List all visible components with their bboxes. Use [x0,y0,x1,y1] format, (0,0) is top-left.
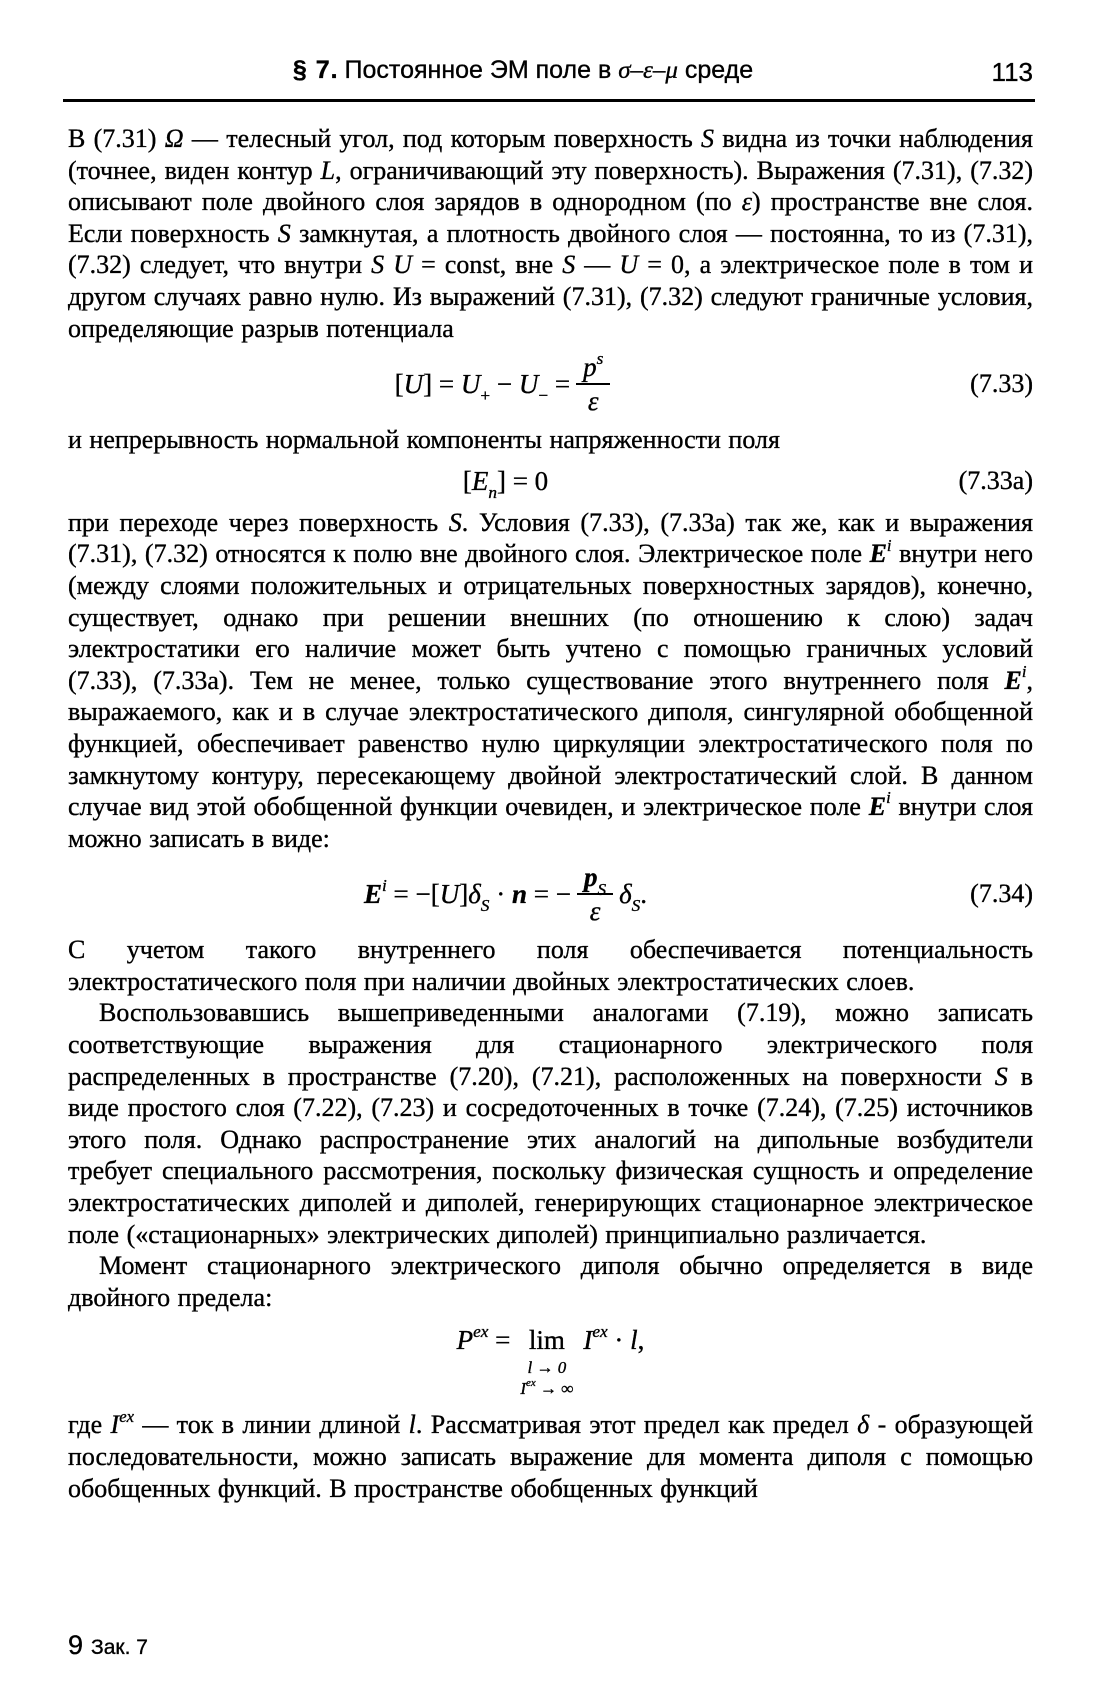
limit-condition-1: l → 0 [527,1358,567,1378]
section-title-pre: Постоянное ЭМ поле в [344,56,619,84]
section-title-post: среде [677,56,754,84]
printer-signature [68,1630,148,1661]
limit-rhs: $I^{ex} \cdot l$, [583,1322,645,1356]
formula-7-34-body [68,862,943,927]
equation-number-7-33a: (7.33а) [958,466,1033,496]
section-heading [68,56,978,85]
limit-condition-2: $I^{ex}$ → ∞ [520,1376,574,1399]
paragraph-double-layer: при переходе через поверхность S. Условия (7.33), (7.33а) так же, как и выражения (7.31), (7.32) относятся к полю вне двойного слоя. Электрическое поле $E^i$ внутри него (между слоями положительных и отрицательных поверхностных зарядов), конечно, существует, однако при решении внешних (по отношению к слою) задач электростатики его наличие может быть учтено с помощью граничных условий (7.33), (7.33а). Тем не менее, только существование этого внутреннего поля $E^i$, выражаемого, как и в случае электростатического диполя, сингулярной обобщенной функцией, обеспечивает равенство нулю циркуляции электростатического поля по замкнутому контуру, пересекающему двойной электростатический слой. В данном случае вид этой обобщенной функции очевиден, и электрическое поле $E^i$ внутри слоя можно записать в виде: [68,507,1034,853]
section-title-math: σ–ε–μ [618,57,678,84]
paragraph-solid-angle: В (7.31) Ω — телесный угол, под которым поверхность S видна из точки наблюдения (точнее, виден контур L, ограничивающий эту поверхность). Выражения (7.31), (7.32) описывают поле двойного слоя зарядов в однородном (по ε) пространстве вне слоя. Если поверхность S замкнутая, а плотность двойного слоя — постоянна, то из (7.31), (7.32) следует, что внутри S U = const, вне S — U = 0, а электрическое поле в том и другом случаях равно нулю. Из выражений (7.31), (7.32) следуют граничные условия, определяющие разрыв потенциала [68,124,1034,343]
limit-lhs: $P^{ex}$ = [456,1322,511,1356]
page-number: 113 [991,57,1033,87]
formula-7-34 [68,862,1033,927]
formula-7-34-lhs: $E^i = -[U]\delta_S \cdot n$ = − [363,875,571,916]
header-rule [63,99,1035,102]
printer-signature-label: Зак. 7 [91,1636,148,1659]
formula-7-34-rhs: $\delta_S$. [619,878,648,916]
formula-7-33-body [68,349,943,417]
fraction [576,349,610,417]
paragraph-continuity-lead: и непрерывность нормальной компоненты напряженности поля [68,425,780,455]
formula-7-33a-expression: $[E_n] = 0$ [462,465,549,503]
equation-number-7-33: (7.33) [970,369,1033,399]
formula-7-33-lhs: $[U] = U_+ - U_-$ = [394,368,571,406]
fraction [577,862,613,927]
formula-dipole-limit [68,1323,1033,1399]
formula-7-33 [68,349,1033,417]
equation-number-7-34: (7.34) [970,879,1033,909]
page-content [68,56,1033,1504]
fraction-numerator: $p_S$ [577,864,613,895]
fraction-denominator: ε [587,386,599,417]
formula-7-33a-body [68,465,943,503]
fraction-denominator: ε [589,896,601,927]
paragraph-dipole-moment: Момент стационарного электрического диполя обычно определяется в виде двойного предела: [68,1251,1033,1312]
limit-operator [520,1323,573,1399]
page-header [68,56,1033,90]
fraction-numerator: $p^s$ [576,354,610,385]
limit-word: lim [528,1325,565,1356]
paragraph-analogies: Воспользовавшись вышеприведенными аналогами (7.19), можно записать соответствующие выражения для стационарного электрического поля распределенных в пространстве (7.20), (7.21), расположенных на поверхности S в виде простого слоя (7.22), (7.23) и сосредоточенных в точке (7.24), (7.25) источников этого поля. Однако распространение этих аналогий на дипольные возбудители требует специального рассмотрения, поскольку физическая сущность и определение электростатических диполей и диполей, генерирующих стационарное электрическое поле («стационарных» электрических диполей) принципиально различается. [68,998,1033,1249]
formula-dipole-limit-body [68,1323,1033,1399]
section-number: § 7. [292,56,339,84]
paragraph-potentiality: С учетом такого внутреннего поля обеспечивается потенциальность электростатического поля при наличии двойных электростатических слоев. [68,935,1033,996]
paragraph-delta-sequence: где $I^{ex}$ — ток в линии длиной l. Рассматривая этот предел как предел δ - образующей последовательности, можно записать выражение для момента диполя с помощью обобщенных функций. В пространстве обобщенных функций [68,1406,1033,1503]
formula-7-33a [68,465,1033,503]
printer-signature-number: 9 [68,1630,84,1660]
